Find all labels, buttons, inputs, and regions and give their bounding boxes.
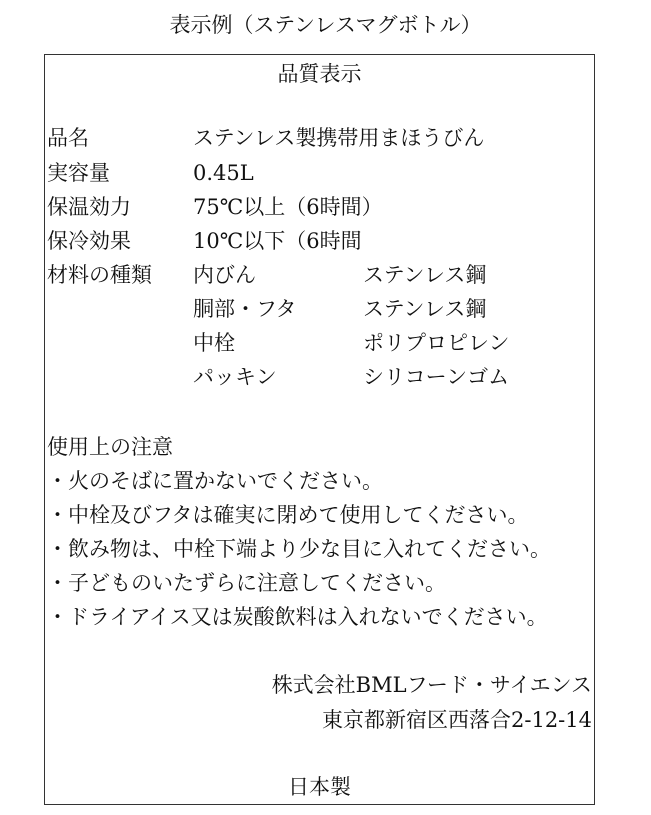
material-part: パッキン (193, 365, 277, 389)
material-value: ポリプロピレン (363, 331, 510, 355)
heat-retention-value: 75℃以上（6時間） (193, 195, 383, 219)
materials-key: 材料の種類 (47, 263, 152, 287)
product-name-value: ステンレス製携帯用まほうびん (193, 126, 485, 150)
cold-retention-key: 保冷効果 (47, 229, 131, 253)
heat-retention-key: 保温効力 (47, 195, 131, 219)
company-address: 東京都新宿区西落合2-12-14 (322, 708, 592, 732)
product-name-key: 品名 (47, 126, 89, 150)
capacity-key: 実容量 (47, 161, 110, 185)
material-value: ステンレス鋼 (363, 297, 487, 321)
material-part: 胴部・フタ (193, 297, 297, 321)
material-part: 内びん (193, 263, 256, 287)
material-value: ステンレス鋼 (363, 263, 487, 287)
material-value: シリコーンゴム (363, 365, 510, 389)
capacity-value: 0.45L (193, 161, 254, 185)
quality-label-box (44, 54, 595, 805)
caption: 表示例（ステンレスマグボトル） (169, 13, 482, 37)
notes-title: 使用上の注意 (47, 435, 173, 459)
company-name: 株式会社BMLフード・サイエンス (271, 673, 592, 697)
label-title: 品質表示 (277, 62, 362, 86)
note-item: ・子どものいたずらに注意してください。 (47, 571, 446, 595)
note-item: ・火のそばに置かないでください。 (47, 469, 383, 493)
cold-retention-value: 10℃以下（6時間 (193, 229, 362, 253)
note-item: ・ドライアイス又は炭酸飲料は入れないでください。 (47, 605, 548, 629)
note-item: ・中栓及びフタは確実に閉めて使用してください。 (47, 503, 529, 527)
note-item: ・飲み物は、中栓下端より少な目に入れてください。 (47, 537, 551, 561)
country-of-origin: 日本製 (288, 775, 351, 799)
material-part: 中栓 (193, 331, 235, 355)
